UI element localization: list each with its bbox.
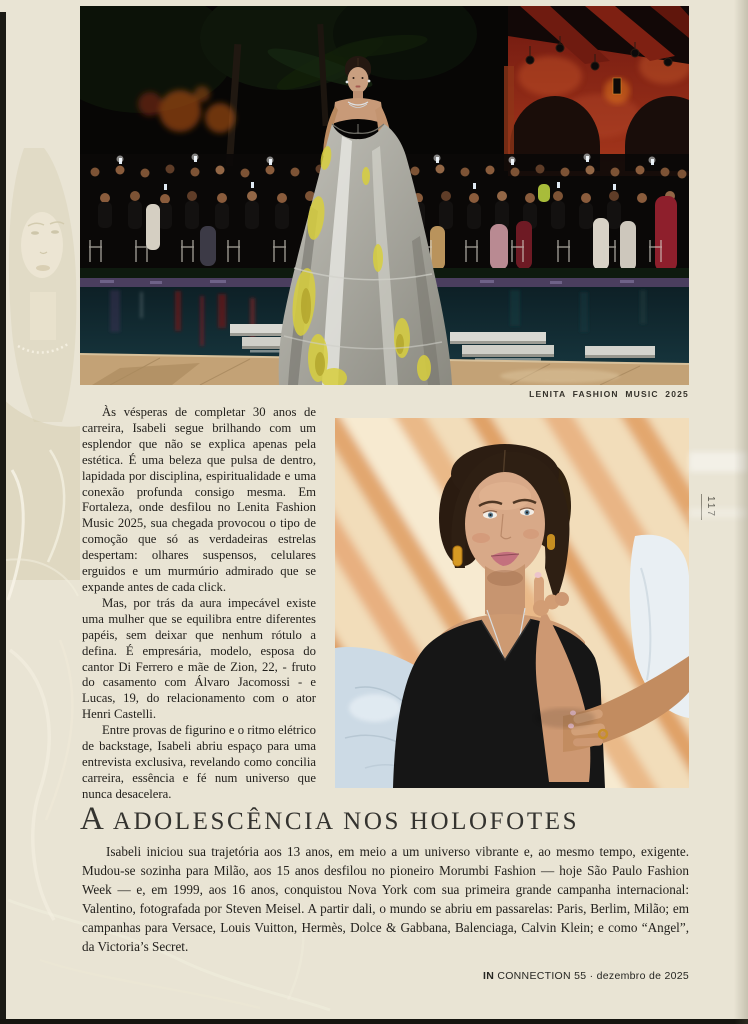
page-edge-left — [0, 12, 6, 1024]
page-number: 117 — [701, 494, 716, 520]
gold-earring — [453, 546, 462, 566]
headline-initial: A — [80, 801, 107, 837]
article-paragraph: Entre provas de figurino e o ritmo elétrico de backstage, Isabeli abriu espaço para uma entrevista exclusiva, revelando como concilia carreira, essência e fé num universo que nunca desacelera. — [82, 723, 316, 801]
article-column — [82, 405, 316, 803]
runway-photo-caption: LENITA FASHION MUSIC 2025 — [529, 389, 689, 399]
page-footer — [483, 970, 689, 982]
footer-issue: CONNECTION 55 · dezembro de 2025 — [494, 970, 689, 982]
red-building — [504, 6, 689, 176]
page-edge-bottom — [0, 1019, 748, 1024]
gold-earring — [547, 534, 555, 550]
runway-photo — [80, 6, 689, 385]
page-edge-right — [734, 0, 748, 1024]
footer-brand: IN — [483, 970, 495, 982]
article-paragraph: Mas, por trás da aura impecável existe uma mulher que se equilibra entre diferentes papéis, sem deixar que nenhum rótulo a defina. É empresária, modelo, esposa do cantor Di Ferrero e mãe de Zion, 22, - fruto do casamento com Álvaro Jacomossi - e Lucas, 19, do relacionamento com o ator Henri Castelli. — [82, 595, 316, 722]
section-headline — [80, 801, 689, 838]
portrait-face — [465, 472, 545, 576]
intro-paragraph: Isabeli iniciou sua trajetória aos 13 anos, em meio a um universo vibrante e, ao mesmo tempo, exigente. Mudou-se sozinha para Milão, aos 15 anos desfilou no pioneiro Morumbi Fashion — hoje São Paulo Fashion Week — e, em 1999, aos 16 anos, conquistou Nova York com sua primeira grande campanha internacional: Valentino, fotografada por Steven Meisel. A partir dali, o mundo se abriu em passarelas: Paris, Berlim, Milão; em campanhas para Versace, Louis Vuitton, Hermès, Dolce & Gabbana, Balenciaga, Calvin Klein; e como “Angel”, da Victoria’s Secret. — [82, 844, 689, 954]
headline-text: ADOLESCÊNCIA NOS HOLOFOTES — [112, 808, 580, 835]
article-paragraph: Às vésperas de completar 30 anos de carreira, Isabeli segue brilhando com um esplendor que não se explica apenas pela estética. É uma beleza que pulsa de dentro, lapidada por disciplina, espiritualidade e uma conexão profunda consigo mesma. Em Fortaleza, onde desfilou no Lenita Fashion Music 2025, sua chegada provocou o tipo de comoção que só as verdadeiras estrelas despertam: olhares suspensos, celulares erguidos e um murmúrio admirado que se expande antes de cada click. — [82, 405, 316, 594]
portrait-photo — [335, 418, 689, 788]
